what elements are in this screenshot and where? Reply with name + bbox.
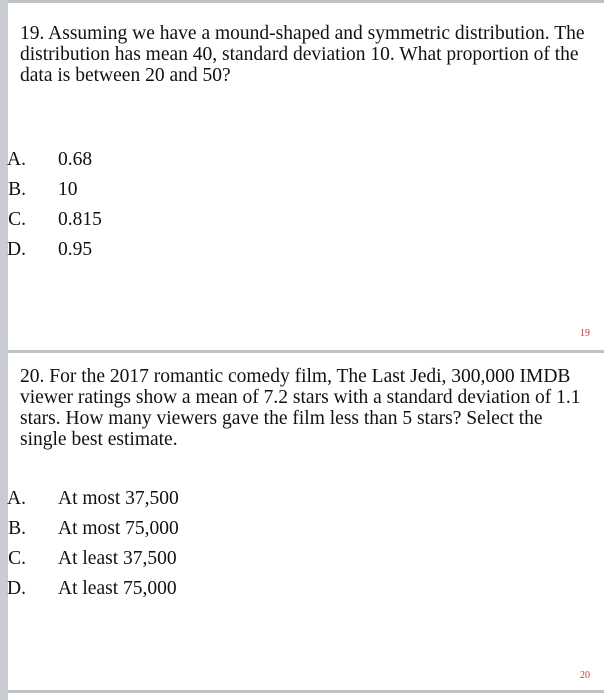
choice-text: At least 37,500 [58, 548, 177, 569]
page-number: 19 [580, 328, 590, 339]
choice-19-a[interactable] [8, 145, 568, 175]
choice-letter: A. [7, 488, 26, 509]
choice-19-b[interactable] [8, 175, 568, 205]
choice-19-c[interactable] [8, 205, 568, 235]
question-19-choices [8, 145, 568, 265]
page-20 [8, 353, 604, 690]
choice-text: 0.95 [58, 239, 93, 260]
choice-20-d[interactable] [8, 574, 568, 604]
page-19 [8, 0, 604, 350]
choice-letter: D. [7, 578, 26, 599]
choice-letter: C. [8, 548, 26, 569]
choice-20-c[interactable] [8, 544, 568, 574]
choice-letter: B. [8, 179, 26, 200]
page-number: 20 [580, 670, 590, 681]
question-20-text: 20. For the 2017 romantic comedy film, The Last Jedi, 300,000 IMDB viewer ratings show a mean of 7.2 stars with a standard deviation of 1.1 stars. How many viewers gave the film less than 5 stars? Select the single best estimate. [20, 366, 581, 450]
choice-text: 10 [58, 179, 78, 200]
question-19-text: 19. Assuming we have a mound-shaped and symmetric distribution. The distribution has mean 40, standard deviation 10. What proportion of the data is between 20 and 50? [20, 23, 585, 86]
question-20-choices [8, 484, 568, 604]
choice-20-b[interactable] [8, 514, 568, 544]
choice-letter: D. [7, 239, 26, 260]
page-separator [8, 690, 604, 693]
choice-text: 0.815 [58, 209, 102, 230]
choice-text: At most 37,500 [58, 488, 179, 509]
choice-letter: A. [7, 149, 26, 170]
choice-letter: C. [8, 209, 26, 230]
choice-text: At least 75,000 [58, 578, 177, 599]
choice-19-d[interactable] [8, 235, 568, 265]
choice-text: At most 75,000 [58, 518, 179, 539]
choice-20-a[interactable] [8, 484, 568, 514]
choice-text: 0.68 [58, 149, 93, 170]
choice-letter: B. [8, 518, 26, 539]
